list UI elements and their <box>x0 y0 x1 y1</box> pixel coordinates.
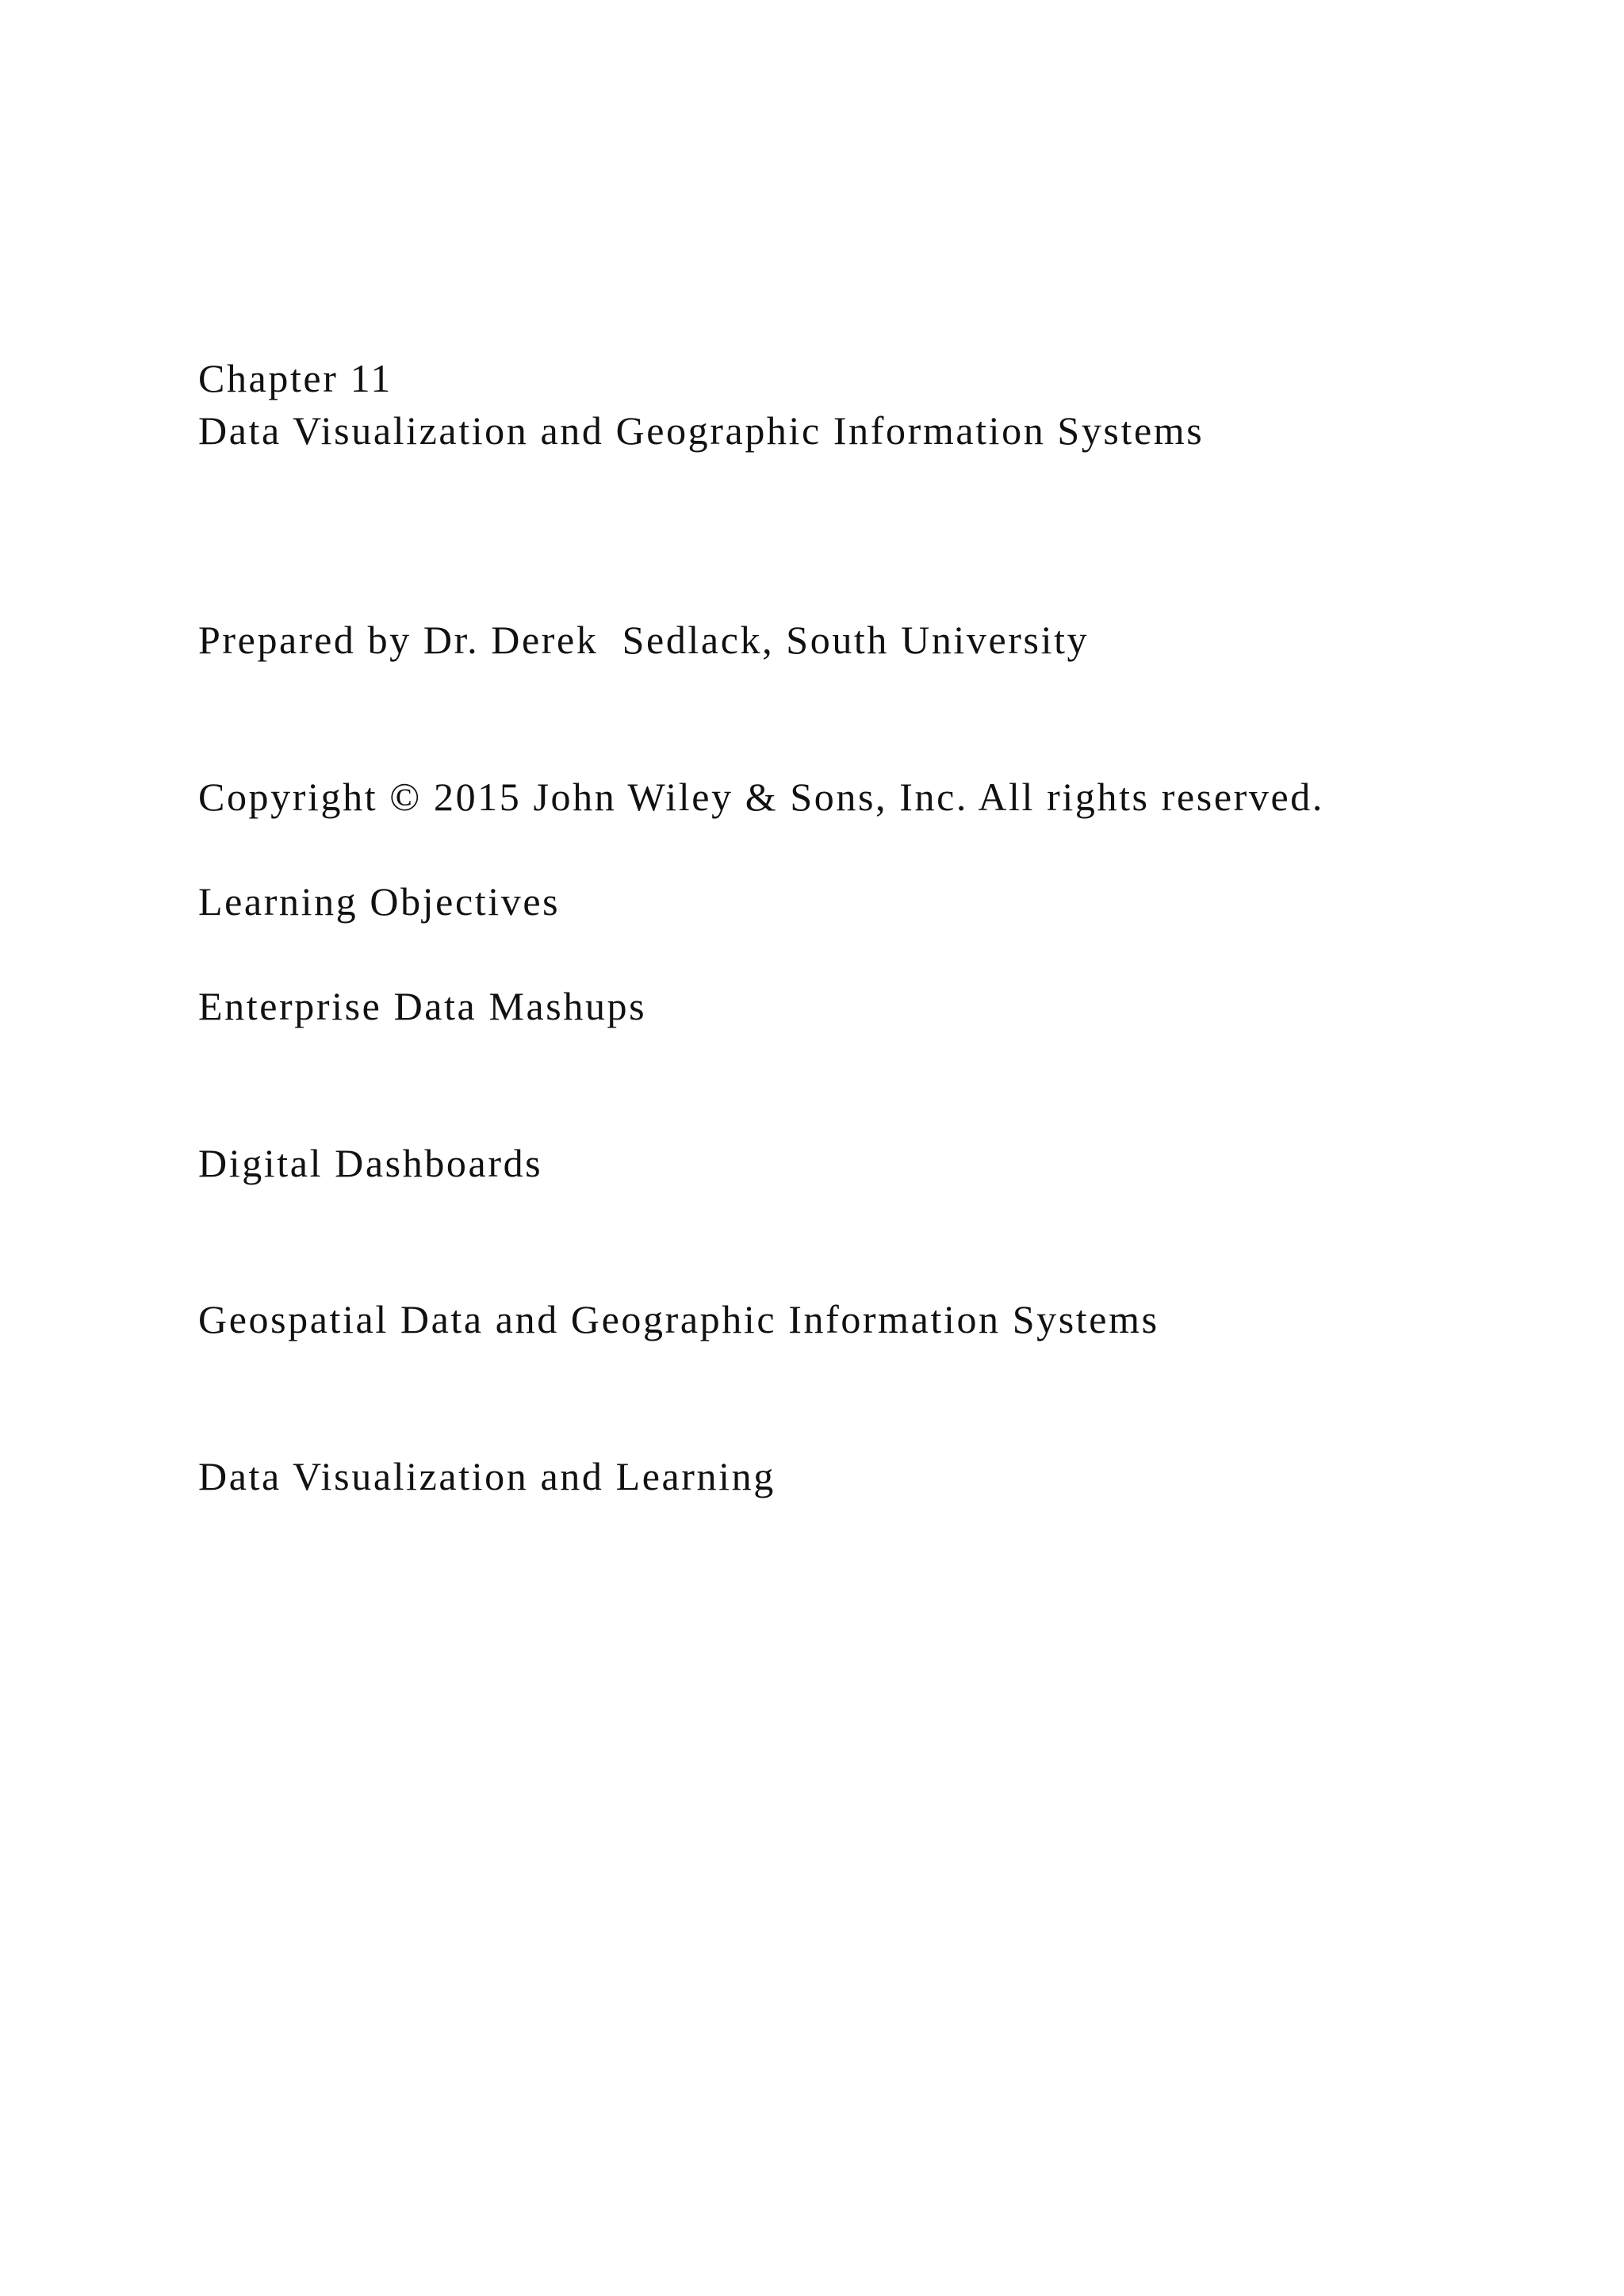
chapter-label: Chapter 11 <box>198 356 393 400</box>
objective-item: Geospatial Data and Geographic Information Systems <box>198 1297 1159 1341</box>
objective-item: Digital Dashboards <box>198 1141 543 1185</box>
copyright-notice: Copyright © 2015 John Wiley & Sons, Inc. All rights reserved. <box>198 775 1324 819</box>
author-credit: Prepared by Dr. Derek Sedlack, South University <box>198 618 1090 662</box>
section-heading: Learning Objectives <box>198 879 561 924</box>
chapter-title: Data Visualization and Geographic Information Systems <box>198 408 1205 453</box>
objective-item: Data Visualization and Learning <box>198 1454 776 1498</box>
objective-item: Enterprise Data Mashups <box>198 984 647 1028</box>
